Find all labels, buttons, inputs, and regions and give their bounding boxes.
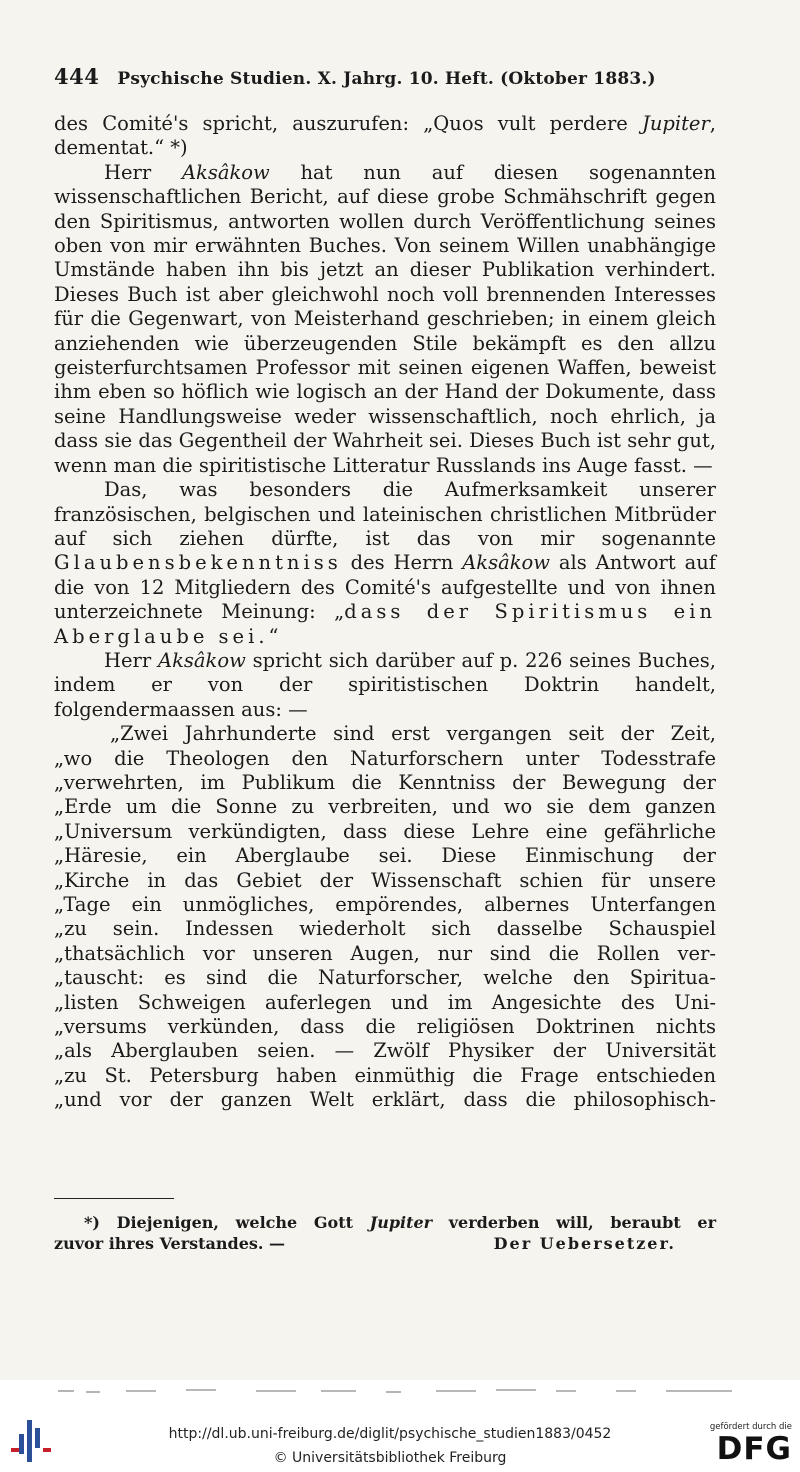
footnote-line-1: [54, 1212, 716, 1233]
italic-name: Aksâkow: [158, 648, 246, 672]
text-run: des Comité's spricht, auszurufen: „Quos vult perdere: [54, 112, 642, 135]
text-run: als Antwort auf die von 12 Mitgliedern des Comité's aufgestellte und von ihnen unterzeichnete Meinung: „: [54, 551, 717, 624]
ub-freiburg-logo-icon: [10, 1418, 52, 1464]
quote-line: „zu St. Petersburg haben einmüthig die Frage entschieden: [54, 1063, 716, 1087]
copyright-notice: © Universitätsbibliothek Freiburg: [273, 1450, 507, 1466]
text-run: des Herrn: [341, 551, 463, 575]
quote-line: „als Aberglauben seien. — Zwölf Physiker der Universität: [54, 1039, 716, 1063]
footnote: [54, 1212, 716, 1254]
quote-line: „Erde um die Sonne zu verbreiten, und wo sie dem ganzen: [54, 795, 716, 819]
text-run: , dementat.“ *): [54, 112, 716, 160]
text-run: spricht sich darüber auf p. 226 seines Buches, indem er von der spiritistischen Doktrin handelt, folgendermaassen aus: —: [54, 648, 716, 721]
scan-artifact: [56, 1386, 736, 1396]
quote-line: „tauscht: es sind die Naturforscher, welche den Spiritua-: [54, 966, 716, 990]
quote-line: „Zwei Jahrhunderte sind erst vergangen seit der Zeit,: [110, 722, 716, 746]
text-run: Herr: [104, 160, 182, 184]
running-title: Psychische Studien. X. Jahrg. 10. Heft. (Oktober 1883.): [117, 69, 656, 89]
quote-line: „thatsächlich vor unseren Augen, nur sind die Rollen ver-: [54, 941, 716, 965]
text-run: “: [268, 624, 279, 648]
text-run: hat nun auf diesen sogenannten wissenschaftlichen Bericht, auf diese grobe Schmähschrift gegen den Spiritismus, antworten wollen durch Veröffentlichung seines oben von mir erwähnten Buches. Von seinem Willen unabhängige Umstände haben ihn bis jetzt an dieser Publikation verhindert. Dieses Buch ist aber gleichwohl noch voll brennenden Interesses für die Gegenwart, von Meisterhand geschrieben; in einem gleich anziehenden wie überzeugenden Stile bekämpft es den allzu geisterfurchtsamen Professor mit seinen eigenen Waffen, beweist ihm eben so höflich wie logisch an der Hand der Dokumente, dass seine Handlungsweise weder wissenschaftlich, noch ehrlich, ja dass sie das Gegentheil der Wahrheit sei. Dieses Buch ist sehr gut, wenn man die spiritistische Litteratur Russlands ins Auge fasst. —: [54, 160, 716, 477]
quote-line: „Häresie, ein Aberglaube sei. Diese Einmischung der: [54, 844, 716, 868]
quote-line: „versums verkünden, dass die religiösen Doktrinen nichts: [54, 1015, 716, 1039]
paragraph-4: [54, 649, 716, 722]
text-run: Herr: [104, 648, 158, 672]
text-run: Das, was besonders die Aufmerksamkeit unserer französischen, belgischen und lateinischen christlichen Mitbrüder auf sich ziehen dürfte, ist das von mir sogenannte: [54, 478, 716, 550]
text-run: verderben will, beraubt er: [432, 1213, 716, 1232]
quote-line: „listen Schweigen auferlegen und im Angesichte des Uni-: [54, 990, 716, 1014]
text-run: zuvor ihres Verstandes. —: [54, 1234, 286, 1253]
quote-line: „Universum verkündigten, dass diese Lehre eine gefährliche: [54, 819, 716, 843]
footnote-rule: [54, 1198, 174, 1199]
italic-name: Jupiter: [369, 1213, 433, 1232]
dfg-wordmark: DFG: [716, 1431, 792, 1467]
footnote-line-2: [54, 1233, 716, 1254]
italic-name: Aksâkow: [462, 551, 550, 575]
italic-name: Aksâkow: [181, 160, 270, 184]
block-quote: [54, 722, 716, 1113]
spaced-quote: dass der Spiritismus ein Aberglaube sei.: [54, 600, 717, 648]
quote-line: „zu sein. Indessen wiederholt sich dasselbe Schauspiel: [54, 917, 716, 941]
quote-line: „wo die Theologen den Naturforschern unter Todesstrafe: [54, 746, 716, 770]
dfg-tagline: gefördert durch die: [709, 1422, 792, 1432]
quote-line: „verwehrten, im Publikum die Kenntniss der Bewegung der: [54, 770, 716, 794]
paragraph-3: [54, 478, 716, 649]
paragraph-1: [54, 112, 716, 161]
running-header: [54, 64, 719, 94]
paragraph-2: [54, 161, 716, 478]
translator-credit: Der Uebersetzer.: [493, 1234, 676, 1253]
quote-line: „Tage ein unmögliches, empörendes, albernes Unterfangen: [54, 893, 716, 916]
quote-line: „und vor der ganzen Welt erklärt, dass die philosophisch-: [54, 1088, 716, 1112]
body-text: [54, 112, 716, 1113]
dfg-logo: [706, 1422, 792, 1468]
quote-line: „Kirche in das Gebiet der Wissenschaft schien für unsere: [54, 868, 716, 892]
spaced-term: Glaubensbekenntniss: [54, 551, 342, 575]
italic-name: Jupiter: [642, 112, 710, 135]
text-run: *) Diejenigen, welche Gott: [84, 1213, 370, 1232]
page-number: 444: [54, 64, 100, 89]
permalink-url[interactable]: http://dl.ub.uni-freiburg.de/diglit/psychische_studien1883/0452: [168, 1426, 612, 1442]
